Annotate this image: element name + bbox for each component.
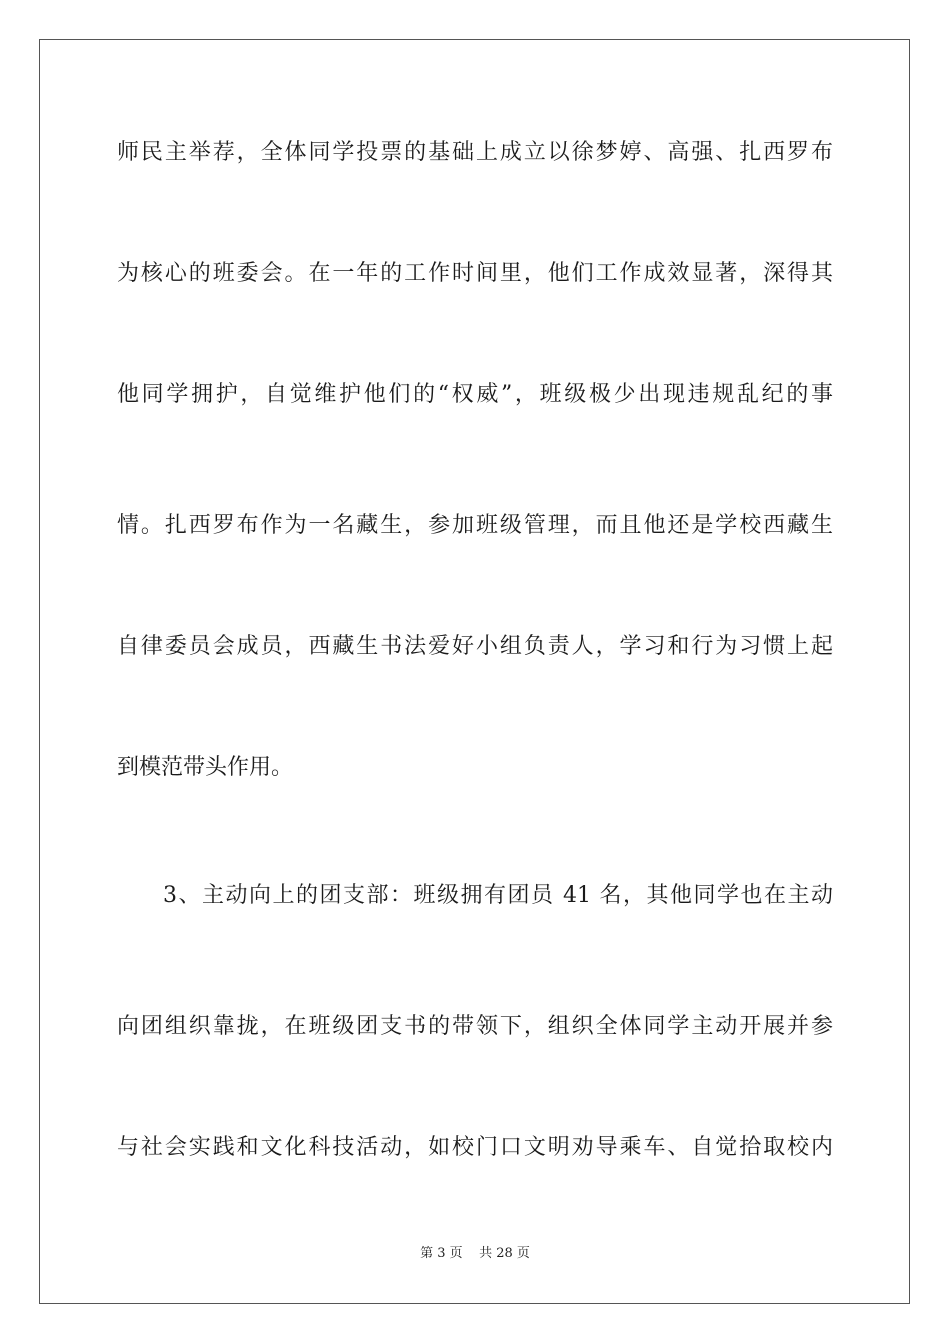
page-number-footer: 第 3 页 共 28 页 xyxy=(420,1246,530,1261)
page-border xyxy=(39,39,910,1304)
body-text-line: 自律委员会成员，西藏生书法爱好小组负责人，学习和行为习惯上起 xyxy=(117,634,833,659)
body-text-line-indented: 3、主动向上的团支部：班级拥有团员 41 名，其他同学也在主动 xyxy=(163,883,833,908)
body-text-line: 与社会实践和文化科技活动，如校门口文明劝导乘车、自觉拾取校内 xyxy=(117,1135,833,1160)
body-text-line: 他同学拥护，自觉维护他们的“权威”，班级极少出现违规乱纪的事 xyxy=(117,382,833,407)
body-text-line: 到模范带头作用。 xyxy=(117,755,294,780)
body-text-line: 向团组织靠拢，在班级团支书的带领下，组织全体同学主动开展并参 xyxy=(117,1014,833,1039)
body-text-line: 为核心的班委会。在一年的工作时间里，他们工作成效显著，深得其 xyxy=(117,261,833,286)
body-text-line: 师民主举荐，全体同学投票的基础上成立以徐梦婷、高强、扎西罗布 xyxy=(117,140,833,165)
body-text-line: 情。扎西罗布作为一名藏生，参加班级管理，而且他还是学校西藏生 xyxy=(117,513,833,538)
